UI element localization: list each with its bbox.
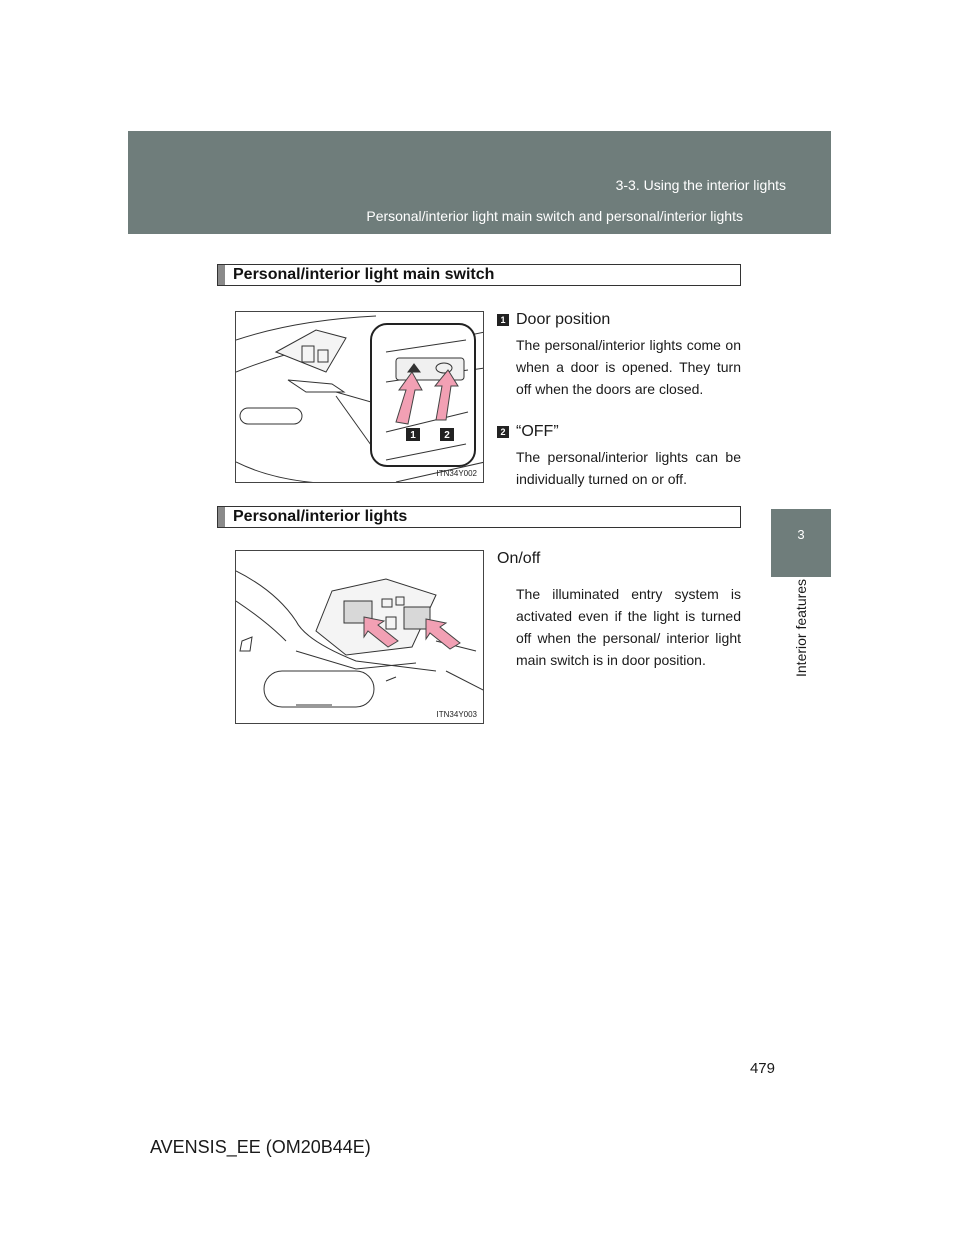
arrow-right-light [426,619,460,649]
overhead-console-illustration [236,312,484,483]
item-off [497,423,559,441]
section-heading-interior-lights [217,506,741,528]
chapter-number: 3 [797,527,805,542]
heading-text: Personal/interior light main switch [233,266,495,283]
figure-code: ITN34Y002 [436,469,477,478]
callout-badge-2-label: 2 [444,430,450,441]
chapter-label: Interior features [793,579,809,678]
document-code: AVENSIS_EE (OM20B44E) [150,1137,371,1157]
page-subtitle: Personal/interior light main switch and personal/interior lights [366,208,743,224]
figure-main-switch [235,311,484,483]
heading-text: Personal/interior lights [233,508,408,525]
interior-lights-illustration [236,551,484,724]
callout-badge-1-label: 1 [410,430,416,441]
item-title: Door position [516,311,611,328]
heading-bar [218,507,225,527]
section-heading-main-switch [217,264,741,286]
item-title: “OFF” [516,423,559,440]
item-description: The illuminated entry system is activated even if the light is turned off when the personal/ interior light main switch is in door position. [516,586,741,668]
section-title: 3-3. Using the interior lights [615,177,786,193]
header-band [128,131,831,234]
badge-2: 2 [497,426,509,438]
figure-interior-lights [235,550,484,724]
chapter-tab [771,509,831,577]
figure-code: ITN34Y003 [436,710,477,719]
zoom-callout [371,324,475,466]
item-description: The personal/interior lights come on when a door is opened. They turn off when the doors are closed. [516,337,741,397]
item-description: The personal/interior lights can be individually turned on or off. [516,449,741,487]
item-on-off-title: On/off [497,550,541,567]
badge-1: 1 [497,314,509,326]
heading-bar [218,265,225,285]
page-number: 479 [749,1060,775,1077]
item-door-position [497,311,610,329]
